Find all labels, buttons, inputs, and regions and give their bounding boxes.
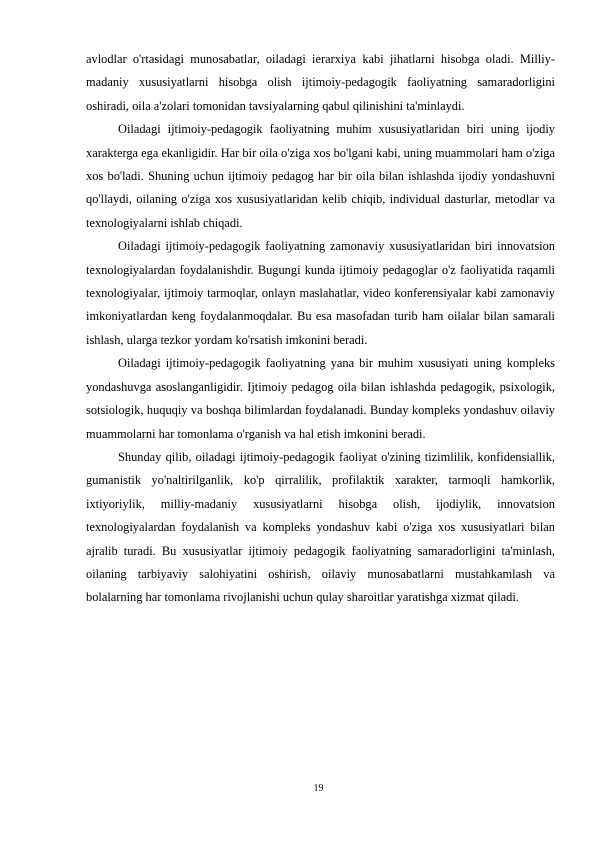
page-body xyxy=(86,48,555,610)
paragraph-5: Shunday qilib, oiladagi ijtimoiy-pedagogik faoliyat o'zining tizimlilik, konfidensiallik, gumanistik yo'naltirilganlik, ko'p qirralilik, profilaktik xarakter, tarmoqli hamkorlik, ixtiyoriylik, milliy-madaniy xususiyatlarni hisobga olish, ijodiylik, innovatsion texnologiyalardan foydalanish va kompleks yondashuv kabi o'ziga xos xususiyatlari bilan ajralib turadi. Bu xususiyatlar ijtimoiy pedagogik faoliyatning samaradorligini ta'minlash, oilaning tarbiyaviy salohiyatini oshirish, oilaviy munosabatlarni mustahkamlash va bolalarning har tomonlama rivojlanishi uchun qulay sharoitlar yaratishga xizmat qiladi. xyxy=(86,449,555,605)
paragraph-1: avlodlar o'rtasidagi munosabatlar, oiladagi ierarxiya kabi jihatlarni hisobga oladi. Milliy-madaniy xususiyatlarni hisobga olish ijtimoiy-pedagogik faoliyatning samaradorligini oshiradi, oila a'zolari tomonidan tavsiyalarning qabul qilinishini ta'minlaydi. xyxy=(86,52,555,113)
paragraph-4: Oiladagi ijtimoiy-pedagogik faoliyatning yana bir muhim xususiyati uning kompleks yondashuvga asoslanganligidir. Ijtimoiy pedagog oila bilan ishlashda pedagogik, psixologik, sotsiologik, huquqiy va boshqa bilimlardan foydalanadi. Bunday kompleks yondashuv oilaviy muammolarni har tomonlama o'rganish va hal etish imkonini beradi. xyxy=(86,356,555,441)
page-number: 19 xyxy=(313,783,324,794)
paragraph-3: Oiladagi ijtimoiy-pedagogik faoliyatning zamonaviy xususiyatlaridan biri innovatsion texnologiyalardan foydalanishdir. Bugungi kunda ijtimoiy pedagoglar o'z faoliyatida raqamli texnologiyalar, ijtimoiy tarmoqlar, onlayn maslahatlar, video konferensiyalar kabi zamonaviy imkoniyatlardan keng foydalanmoqdalar. Bu esa masofadan turib ham oilalar bilan samarali ishlash, ularga tezkor yordam ko'rsatish imkonini beradi. xyxy=(86,239,555,347)
paragraph-2: Oiladagi ijtimoiy-pedagogik faoliyatning muhim xususiyatlaridan biri uning ijodiy xarakterga ega ekanligidir. Har bir oila o'ziga xos bo'lgani kabi, uning muammolari ham o'ziga xos bo'ladi. Shuning uchun ijtimoiy pedagog har bir oila bilan ishlashda ijodiy yondashuvni qo'llaydi, oilaning o'ziga xos xususiyatlaridan kelib chiqib, individual dasturlar, metodlar va texnologiyalarni ishlab chiqadi. xyxy=(86,122,555,230)
